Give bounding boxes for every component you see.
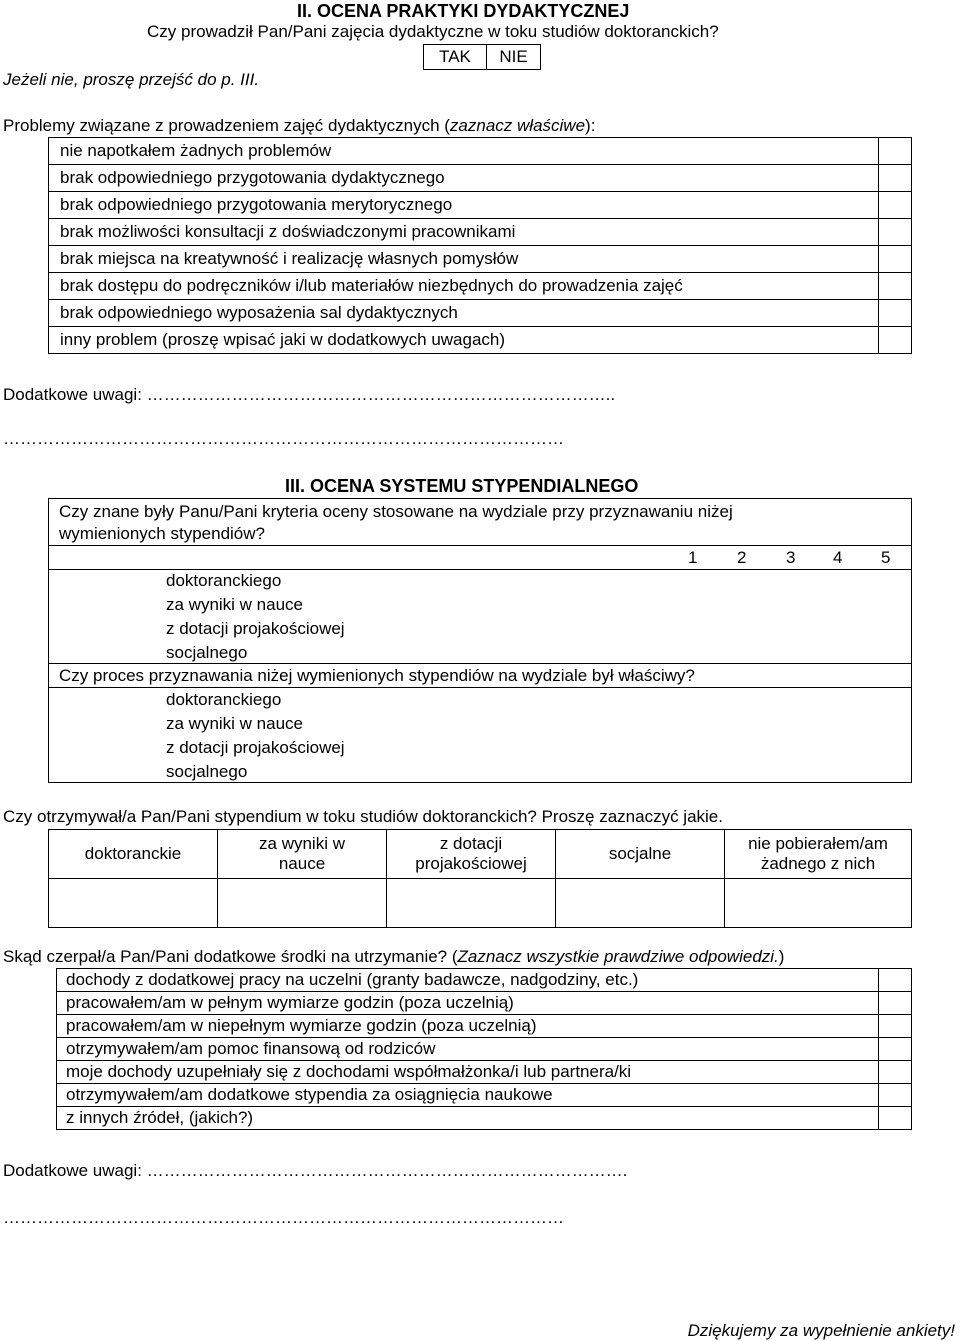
table-row [49, 219, 912, 246]
received-table [48, 829, 912, 928]
scale-3: 3 [786, 548, 796, 567]
problem-checkbox[interactable] [879, 192, 912, 219]
sources-question: Skąd czerpał/a Pan/Pani dodatkowe środki na utrzymanie? (Zaznacz wszystkie prawdziwe odpowiedzi.) [3, 947, 785, 966]
table-row [49, 273, 912, 300]
received-none-checkbox[interactable] [725, 879, 912, 928]
table-row [49, 246, 912, 273]
source-checkbox[interactable] [879, 1038, 912, 1061]
teaching-question: Czy prowadził Pan/Pani zajęcia dydaktyczne w toku studiów doktoranckich? [147, 22, 719, 41]
source-label: z innych źródeł, (jakich?) [57, 1107, 879, 1130]
scale-1: 1 [688, 548, 698, 567]
table-row [57, 1015, 912, 1038]
problem-label: brak odpowiedniego przygotowania dydaktycznego [49, 165, 879, 192]
source-checkbox[interactable] [879, 1061, 912, 1084]
problem-checkbox[interactable] [879, 327, 912, 354]
problem-label: brak możliwości konsultacji z doświadczonymi pracownikami [49, 219, 879, 246]
scale-4: 4 [833, 548, 843, 567]
criteria-item: doktoranckiego [166, 571, 282, 590]
table-row [49, 165, 912, 192]
problem-label: inny problem (proszę wpisać jaki w dodatkowych uwagach) [49, 327, 879, 354]
source-label: pracowałem/am w niepełnym wymiarze godzin (poza uczelnią) [57, 1015, 879, 1038]
scale-5: 5 [881, 548, 891, 567]
received-quality-checkbox[interactable] [387, 879, 556, 928]
criteria-item: za wyniki w nauce [166, 595, 304, 614]
process-item: doktoranckiego [166, 690, 282, 709]
table-row [57, 1061, 912, 1084]
table-row [49, 300, 912, 327]
criteria-question-line1: Czy znane były Panu/Pani kryteria oceny stosowane na wydziale przy przyznawaniu niżej [59, 502, 733, 521]
source-checkbox[interactable] [879, 969, 912, 992]
source-label: pracowałem/am w pełnym wymiarze godzin (poza uczelnią) [57, 992, 879, 1015]
received-social-checkbox[interactable] [556, 879, 725, 928]
source-label: otrzymywałem/am dodatkowe stypendia za osiągnięcia naukowe [57, 1084, 879, 1107]
problem-checkbox[interactable] [879, 138, 912, 165]
received-question: Czy otrzymywał/a Pan/Pani stypendium w toku studiów doktoranckich? Proszę zaznaczyć jakie. [3, 807, 723, 826]
teaching-yes-no [423, 44, 541, 70]
remarks-field-1[interactable]: Dodatkowe uwagi: ……………………………………………………………………….. [3, 385, 616, 404]
skip-note: Jeżeli nie, proszę przejść do p. III. [3, 70, 260, 89]
table-row [57, 1038, 912, 1061]
criteria-item: socjalnego [166, 643, 248, 662]
no-option[interactable]: NIE [487, 45, 541, 70]
sources-table [56, 968, 912, 1130]
table-row [49, 192, 912, 219]
remarks-dots-2b[interactable]: ……………………………………………………………………………………… [3, 1208, 564, 1227]
source-label: moje dochody uzupełniały się z dochodami współmałżonka/i lub partnera/ki [57, 1061, 879, 1084]
problems-table [48, 137, 912, 354]
source-label: dochody z dodatkowej pracy na uczelni (granty badawcze, nadgodziny, etc.) [57, 969, 879, 992]
received-doctoral[interactable]: doktoranckie [49, 830, 218, 879]
table-row [57, 992, 912, 1015]
process-question: Czy proces przyznawania niżej wymienionych stypendiów na wydziale był właściwy? [59, 666, 695, 685]
received-quality[interactable]: z dotacji projakościowej [387, 830, 556, 879]
received-merit[interactable]: za wyniki w nauce [218, 830, 387, 879]
table-row [57, 1107, 912, 1130]
section-2-title: II. OCENA PRAKTYKI DYDAKTYCZNEJ [297, 1, 630, 21]
problem-label: nie napotkałem żadnych problemów [49, 138, 879, 165]
source-checkbox[interactable] [879, 1107, 912, 1130]
problem-label: brak dostępu do podręczników i/lub materiałów niezbędnych do prowadzenia zajęć [49, 273, 879, 300]
problems-intro: Problemy związane z prowadzeniem zajęć dydaktycznych (zaznacz właściwe): [3, 116, 596, 135]
source-checkbox[interactable] [879, 1015, 912, 1038]
problem-checkbox[interactable] [879, 165, 912, 192]
problem-checkbox[interactable] [879, 246, 912, 273]
section-3-title: III. OCENA SYSTEMU STYPENDIALNEGO [285, 476, 639, 496]
table-row [49, 327, 912, 354]
process-item: za wyniki w nauce [166, 714, 304, 733]
received-merit-checkbox[interactable] [218, 879, 387, 928]
criteria-question-line2: wymienionych stypendiów? [59, 524, 265, 543]
yes-option[interactable]: TAK [424, 45, 487, 70]
table-row [57, 969, 912, 992]
source-checkbox[interactable] [879, 1084, 912, 1107]
received-doctoral-checkbox[interactable] [49, 879, 218, 928]
criteria-item: z dotacji projakościowej [166, 619, 345, 638]
problem-label: brak odpowiedniego przygotowania merytorycznego [49, 192, 879, 219]
table-row [57, 1084, 912, 1107]
scale-2: 2 [737, 548, 747, 567]
problem-label: brak odpowiedniego wyposażenia sal dydaktycznych [49, 300, 879, 327]
received-social[interactable]: socjalne [556, 830, 725, 879]
remarks-field-2[interactable]: Dodatkowe uwagi: …………………………………………………………………………. [3, 1161, 628, 1180]
received-none[interactable]: nie pobierałem/am żadnego z nich [725, 830, 912, 879]
source-checkbox[interactable] [879, 992, 912, 1015]
table-row [49, 138, 912, 165]
problem-checkbox[interactable] [879, 273, 912, 300]
problem-label: brak miejsca na kreatywność i realizację własnych pomysłów [49, 246, 879, 273]
process-item: z dotacji projakościowej [166, 738, 345, 757]
problem-checkbox[interactable] [879, 219, 912, 246]
thank-you-note: Dziękujemy za wypełnienie ankiety! [687, 1321, 955, 1340]
remarks-dots-1b[interactable]: ……………………………………………………………………………………… [3, 429, 564, 448]
problem-checkbox[interactable] [879, 300, 912, 327]
source-label: otrzymywałem/am pomoc finansową od rodziców [57, 1038, 879, 1061]
process-item: socjalnego [166, 762, 248, 781]
